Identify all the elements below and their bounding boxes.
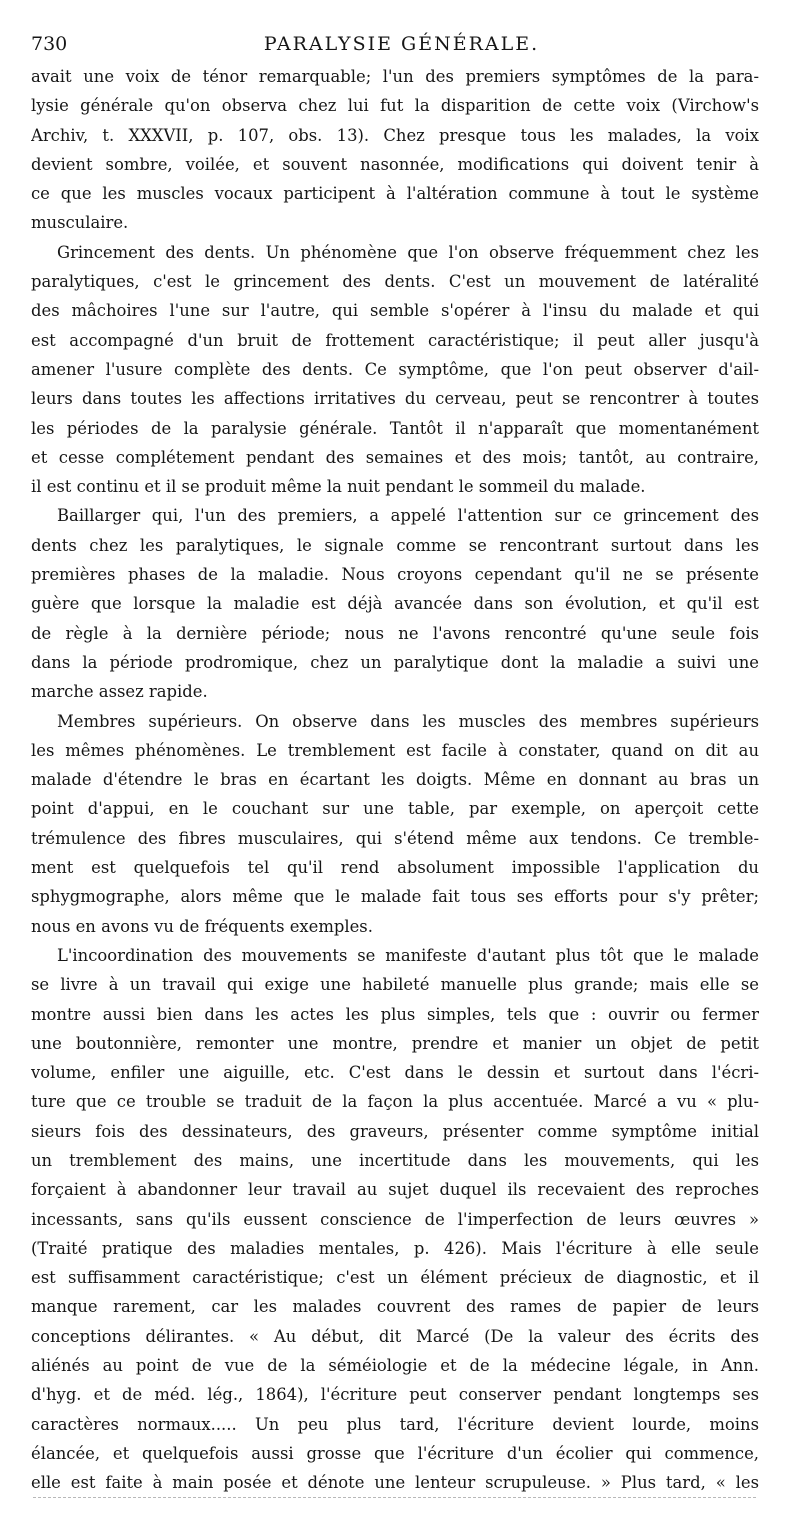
section-heading-line: Grincement des dents. Un phénomène que l'on observe fréquemment chez les — [57, 242, 759, 262]
footer-rule — [33, 1497, 756, 1498]
text-line: une boutonnière, remonter une montre, prendre et manier un objet de petit — [31, 1033, 759, 1053]
text-line: il est continu et il se produit même la nuit pendant le sommeil du malade. — [31, 477, 646, 497]
text-line: ture que ce trouble se traduit de la façon la plus accentuée. Marcé a vu « plu- — [31, 1092, 759, 1112]
text-line: dents chez les paralytiques, le signale comme se rencontrant surtout dans les — [31, 535, 759, 555]
text-line: manque rarement, car les malades couvrent des rames de papier de leurs — [31, 1297, 759, 1317]
text-line: aliénés au point de vue de la séméiologie et de la médecine légale, in Ann. — [31, 1356, 759, 1376]
text-line: un tremblement des mains, une incertitude dans les mouvements, qui les — [31, 1150, 759, 1170]
text-line: dans la période prodromique, chez un paralytique dont la maladie a suivi une — [31, 652, 759, 672]
page-number: 730 — [31, 33, 68, 55]
text-line: amener l'usure complète des dents. Ce symptôme, que l'on peut observer d'ail- — [31, 359, 759, 379]
text-line: avait une voix de ténor remarquable; l'un des premiers symptômes de la para- — [31, 67, 759, 86]
text-line: ce que les muscles vocaux participent à l'altération commune à tout le système — [31, 184, 759, 204]
text-line: lysie générale qu'on observa chez lui fut la disparition de cette voix (Virchow's — [31, 96, 759, 116]
text-line: devient sombre, voilée, et souvent nasonnée, modifications qui doivent tenir à — [31, 154, 759, 174]
text-line: elle est faite à main posée et dénote une lenteur scrupuleuse. » Plus tard, « les — [31, 1473, 759, 1493]
text-line: sieurs fois des dessinateurs, des graveurs, présenter comme symptôme initial — [31, 1121, 759, 1141]
text-line: musculaire. — [31, 213, 129, 233]
text-line: premières phases de la maladie. Nous croyons cependant qu'il ne se présente — [31, 565, 759, 585]
text-line: des mâchoires l'une sur l'autre, qui semble s'opérer à l'insu du malade et qui — [31, 301, 759, 321]
text-line: ment est quelquefois tel qu'il rend absolument impossible l'application du — [31, 858, 759, 878]
body-text — [31, 62, 759, 1498]
text-line: de règle à la dernière période; nous ne l'avons rencontré qu'une seule fois — [31, 623, 759, 643]
text-line: Archiv, t. XXXVII, p. 107, obs. 13). Chez presque tous les malades, la voix — [31, 125, 759, 145]
text-line: trémulence des fibres musculaires, qui s'étend même aux tendons. Ce tremble- — [31, 828, 759, 848]
text-line: incessants, sans qu'ils eussent conscience de l'imperfection de leurs œuvres » — [31, 1209, 759, 1229]
text-line: paralytiques, c'est le grincement des dents. C'est un mouvement de latéralité — [31, 272, 759, 292]
text-line: volume, enfiler une aiguille, etc. C'est dans le dessin et surtout dans l'écri- — [31, 1063, 759, 1083]
text-line: L'incoordination des mouvements se manifeste d'autant plus tôt que le malade — [57, 945, 759, 965]
text-line: montre aussi bien dans les actes les plus simples, tels que : ouvrir ou fermer — [31, 1004, 759, 1024]
text-line: malade d'étendre le bras en écartant les doigts. Même en donnant au bras un — [31, 770, 759, 790]
page-header — [31, 30, 772, 58]
text-line: marche assez rapide. — [31, 682, 208, 702]
text-line: élancée, et quelquefois aussi grosse que l'écriture d'un écolier qui commence, — [31, 1443, 759, 1463]
text-line: d'hyg. et de méd. lég., 1864), l'écriture peut conserver pendant longtemps ses — [31, 1385, 759, 1405]
text-line: est accompagné d'un bruit de frottement caractéristique; il peut aller jusqu'à — [31, 330, 759, 350]
text-line: sphygmographe, alors même que le malade fait tous ses efforts pour s'y prêter; — [31, 887, 759, 907]
text-line: forçaient à abandonner leur travail au sujet duquel ils recevaient des reproches — [31, 1180, 759, 1200]
text-line: caractères normaux..... Un peu plus tard, l'écriture devient lourde, moins — [31, 1414, 759, 1434]
text-line: Baillarger qui, l'un des premiers, a appelé l'attention sur ce grincement des — [57, 506, 759, 526]
text-line: est suffisamment caractéristique; c'est un élément précieux de diagnostic, et il — [31, 1268, 759, 1288]
text-line: (Traité pratique des maladies mentales, p. 426). Mais l'écriture à elle seule — [31, 1238, 759, 1258]
text-line: point d'appui, en le couchant sur une table, par exemple, on aperçoit cette — [31, 799, 759, 819]
text-line: les mêmes phénomènes. Le tremblement est facile à constater, quand on dit au — [31, 740, 759, 760]
text-line: et cesse complétement pendant des semaines et des mois; tantôt, au contraire, — [31, 447, 759, 467]
text-line: conceptions délirantes. « Au début, dit Marcé (De la valeur des écrits des — [31, 1326, 759, 1346]
text-line: nous en avons vu de fréquents exemples. — [31, 916, 373, 936]
text-line: se livre à un travail qui exige une habileté manuelle plus grande; mais elle se — [31, 975, 759, 995]
section-heading-line: Membres supérieurs. On observe dans les muscles des membres supérieurs — [57, 711, 759, 731]
text-line: guère que lorsque la maladie est déjà avancée dans son évolution, et qu'il est — [31, 594, 759, 614]
text-line: les périodes de la paralysie générale. Tantôt il n'apparaît que momentanément — [31, 418, 759, 438]
text-line: leurs dans toutes les affections irritatives du cerveau, peut se rencontrer à toutes — [31, 389, 759, 409]
running-title: PARALYSIE GÉNÉRALE. — [263, 33, 540, 55]
